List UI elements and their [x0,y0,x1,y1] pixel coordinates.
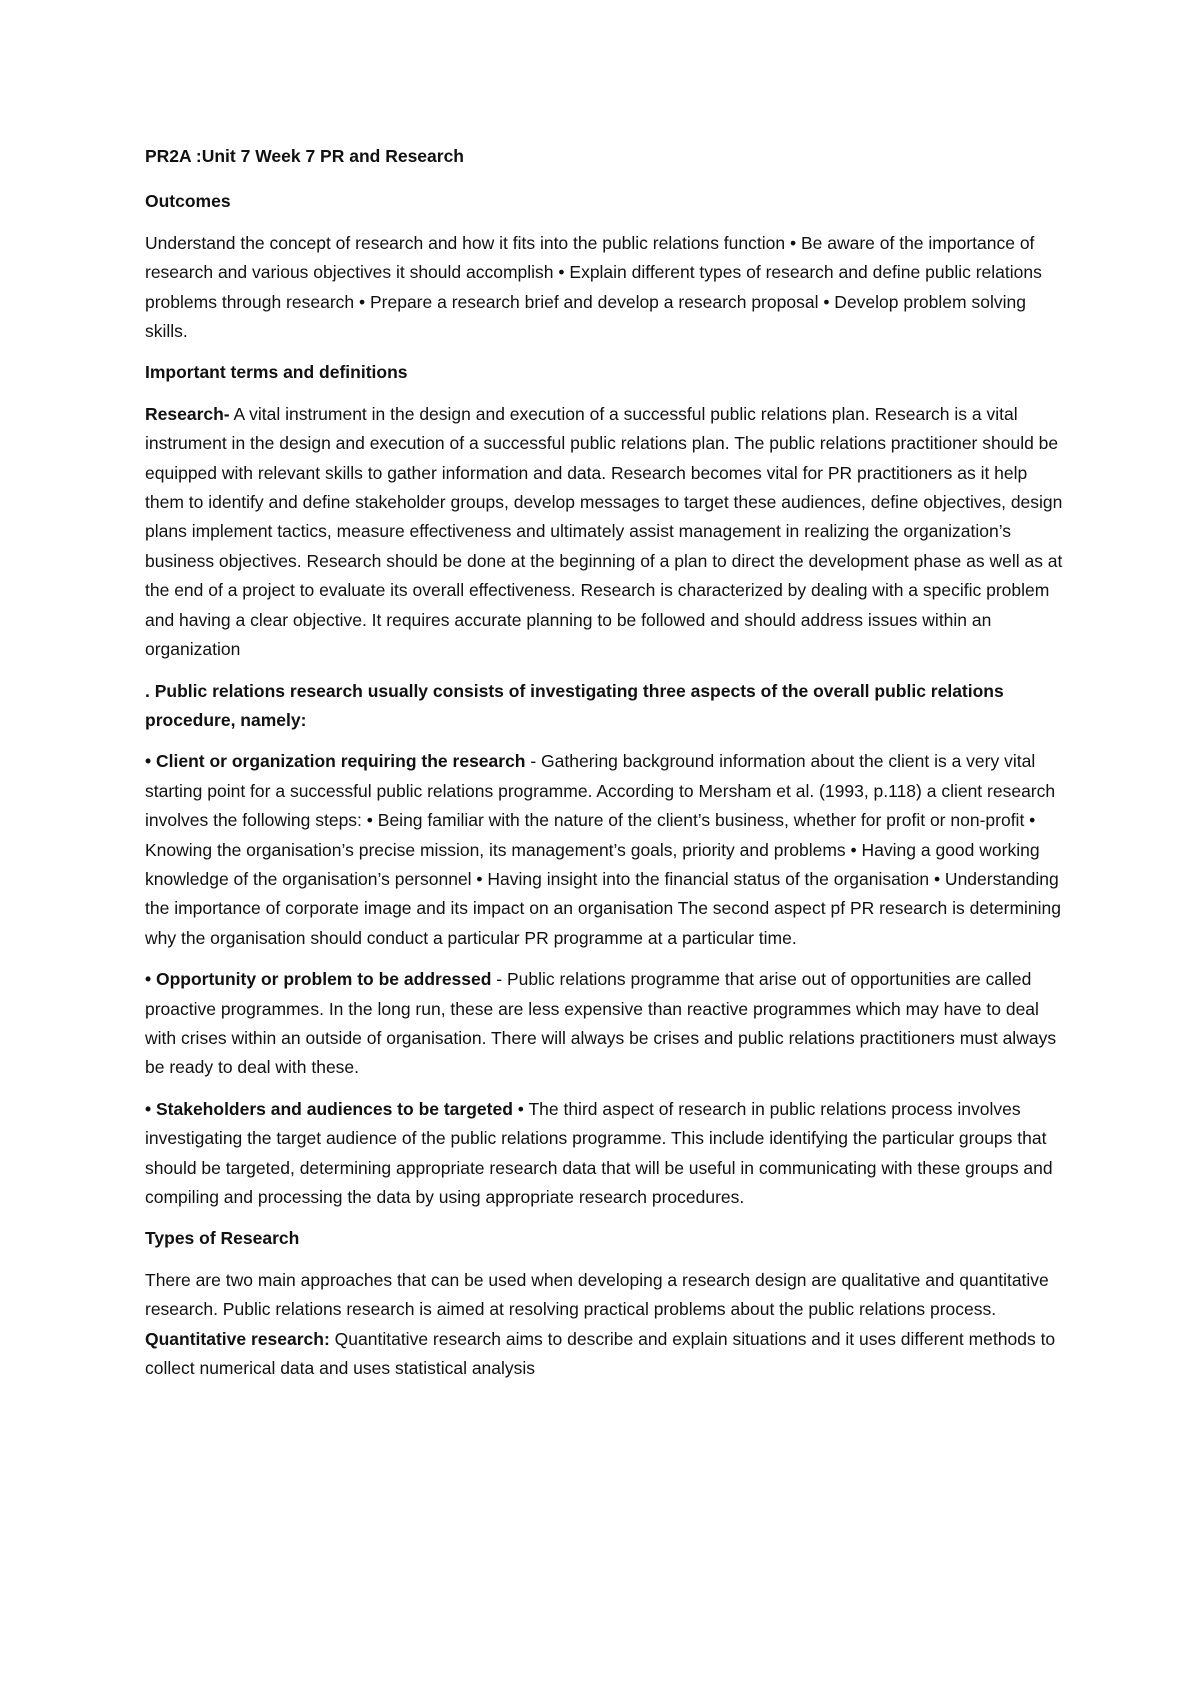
outcomes-heading: Outcomes [145,191,231,212]
research-label: Research- [145,403,230,424]
types-paragraph [145,1266,1070,1384]
stakeholders-aspect-label: • Stakeholders and audiences to be targeted [145,1098,513,1119]
stakeholders-aspect-paragraph [145,1095,1070,1213]
client-aspect-paragraph [145,747,1070,953]
opportunity-aspect-paragraph [145,965,1070,1083]
aspects-intro: . Public relations research usually consists of investigating three aspects of the overall public relations procedure, namely: [145,680,1004,730]
opportunity-aspect-text: - Public relations programme that arise out of opportunities are called proactive programmes. In the long run, these are less expensive than reactive programmes which may have to deal with crises within an outside of organisation. There will always be crises and public relations practitioners must always be ready to deal with these. [145,969,1057,1078]
types-heading: Types of Research [145,1228,300,1249]
terms-heading: Important terms and definitions [145,362,408,383]
quantitative-label: Quantitative research: [145,1328,330,1349]
research-definition-text: A vital instrument in the design and execution of a successful public relations plan. Research is a vital instrument in the design and execution of a successful public relations plan. The public relations practitioner should be equipped with relevant skills to gather information and data. Research becomes vital for PR practitioners as it help them to identify and define stakeholder groups, develop messages to target these audiences, define objectives, design plans implement tactics, measure effectiveness and ultimately assist management in realizing the organization’s business objectives. Research should be done at the beginning of a plan to direct the development phase as well as at the end of a project to evaluate its overall effectiveness. Research is characterized by dealing with a specific problem and having a clear objective. It requires accurate planning to be followed and should address issues within an organization [145,403,1063,660]
stakeholders-aspect-text: • The third aspect of research in public relations process involves investigating the target audience of the public relations programme. This include identifying the particular groups that should be targeted, determining appropriate research data that will be useful in communicating with these groups and compiling and processing the data by using appropriate research procedures. [145,1098,1053,1207]
outcomes-paragraph: Understand the concept of research and how it fits into the public relations function • Be aware of the importance of research and various objectives it should accomplish • Explain different types of research and define public relations problems through research • Prepare a research brief and develop a research proposal • Develop problem solving skills. [145,232,1042,342]
quantitative-text: Quantitative research aims to describe and explain situations and it uses different methods to collect numerical data and uses statistical analysis [145,1328,1056,1379]
document-page [145,142,1070,1395]
opportunity-aspect-label: • Opportunity or problem to be addressed [145,969,492,990]
document-title: PR2A :Unit 7 Week 7 PR and Research [145,146,464,166]
client-aspect-text: - Gathering background information about the client is a very vital starting point for a successful public relations programme. According to Mersham et al. (1993, p.118) a client research involves the following steps: • Being familiar with the nature of the client’s business, whether for profit or non-profit • Knowing the organisation’s precise mission, its management’s goals, priority and problems • Having a good working knowledge of the organisation’s personnel • Having insight into the financial status of the organisation • Understanding the importance of corporate image and its impact on an organisation The second aspect pf PR research is determining why the organisation should conduct a particular PR programme at a particular time. [145,751,1062,948]
research-definition-paragraph [145,400,1070,665]
types-text: There are two main approaches that can be used when developing a research design are qualitative and quantitative research. Public relations research is aimed at resolving practical problems about the public relations process. [145,1269,1049,1320]
client-aspect-label: • Client or organization requiring the research [145,751,526,772]
